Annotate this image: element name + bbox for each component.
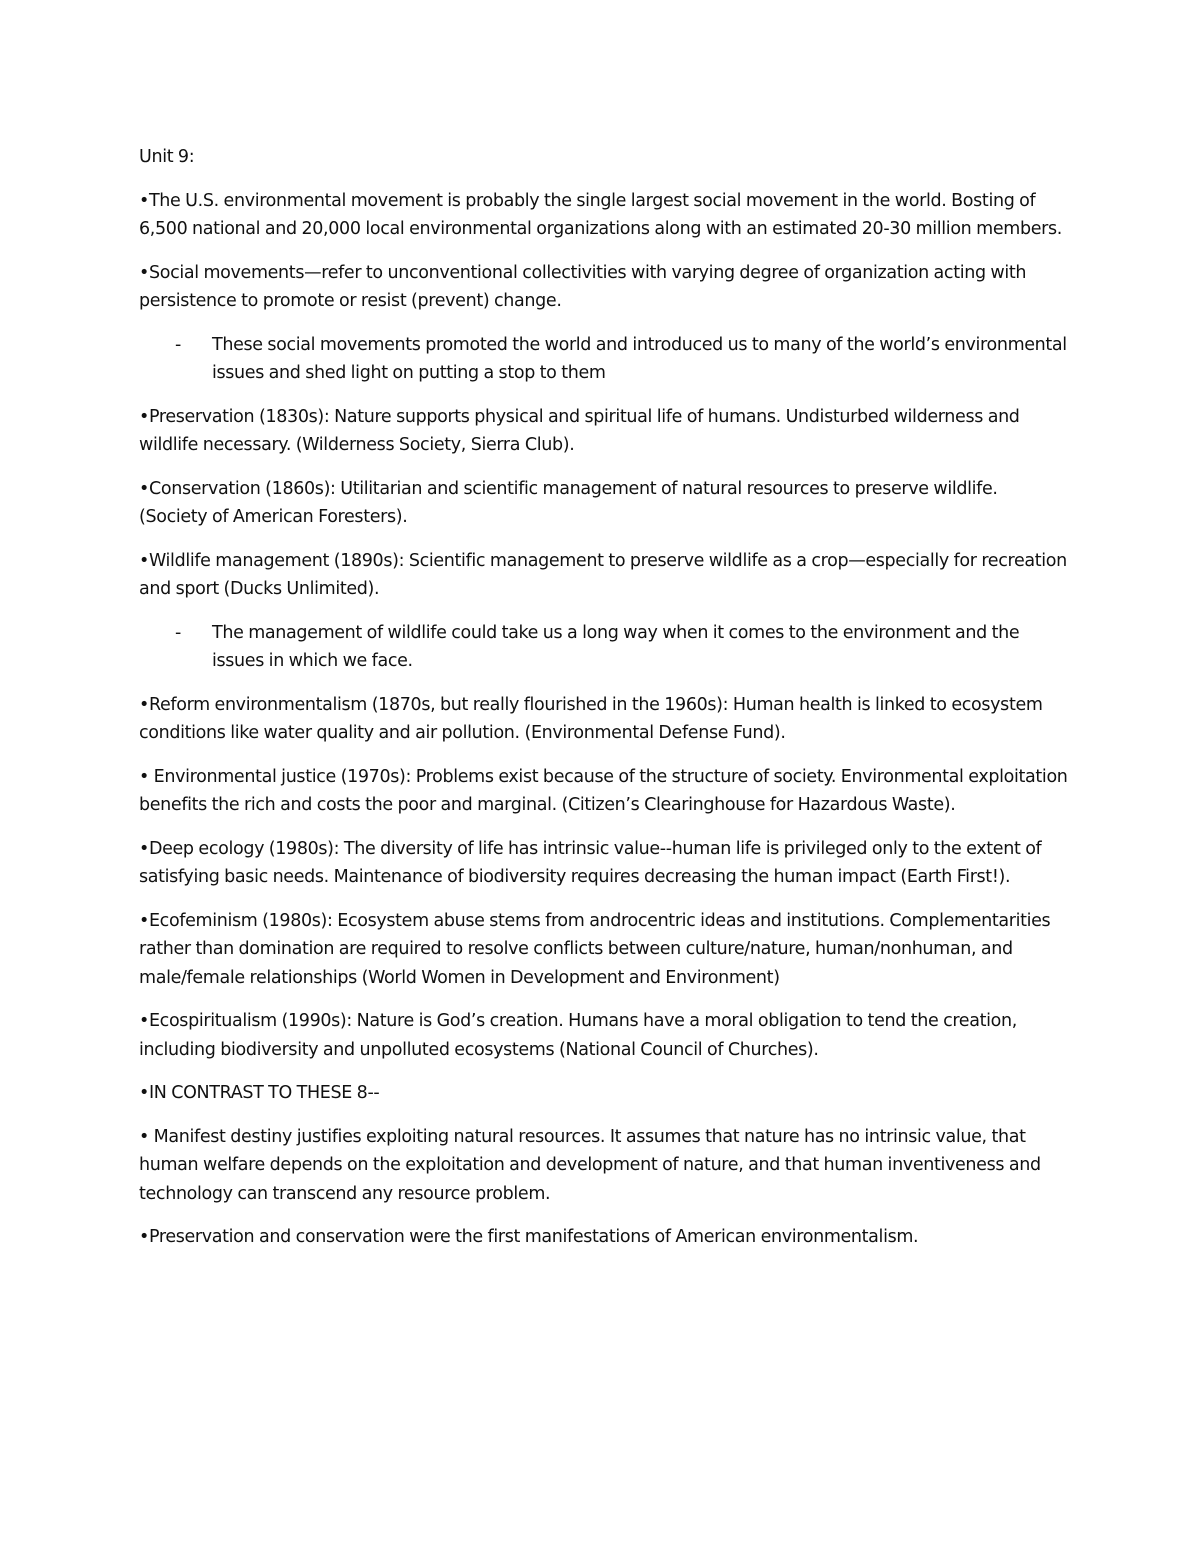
sub-bullet-social-movements (139, 331, 1069, 388)
paragraph-reform-environmentalism: •Reform environmentalism (1870s, but really flourished in the 1960s): Human health is linked to ecosystem conditions like water quality and air pollution. (Environmental Defense Fund). (139, 694, 1043, 743)
sub-bullet-text: The management of wildlife could take us a long way when it comes to the environment and the issues in which we face. (212, 622, 1020, 671)
paragraph-ecofeminism: •Ecofeminism (1980s): Ecosystem abuse stems from androcentric ideas and institutions. Complementarities rather than domination are required to resolve conflicts between culture/nature, human/nonhuman, and male/female relationships (World Women in Development and Environment) (139, 910, 1051, 988)
paragraph-wildlife-management: •Wildlife management (1890s): Scientific management to preserve wildlife as a crop—especially for recreation and sport (Ducks Unlimited). (139, 550, 1067, 599)
paragraph-conservation: •Conservation (1860s): Utilitarian and scientific management of natural resources to preserve wildlife. (Society of American Foresters). (139, 478, 998, 527)
paragraph-in-contrast: •IN CONTRAST TO THESE 8-- (139, 1083, 380, 1103)
paragraph-deep-ecology: •Deep ecology (1980s): The diversity of life has intrinsic value--human life is privileged only to the extent of satisfying basic needs. Maintenance of biodiversity requires decreasing the human impact (Earth First!). (139, 838, 1042, 887)
paragraph-preservation: •Preservation (1830s): Nature supports physical and spiritual life of humans. Undisturbed wilderness and wildlife necessary. (Wilderness Society, Sierra Club). (139, 406, 1020, 455)
document-body (139, 143, 1069, 1267)
sub-bullet-wildlife-management (139, 619, 1069, 676)
dash-marker: - (175, 334, 181, 355)
paragraph-manifest-destiny: • Manifest destiny justifies exploiting natural resources. It assumes that nature has no intrinsic value, that human welfare depends on the exploitation and development of nature, and that human inventiveness and technology can transcend any resource problem. (139, 1126, 1041, 1204)
paragraph-first-manifestations: •Preservation and conservation were the first manifestations of American environmentalism. (139, 1227, 919, 1247)
paragraph-social-movements: •Social movements—refer to unconventional collectivities with varying degree of organization acting with persistence to promote or resist (prevent) change. (139, 262, 1027, 311)
dash-marker: - (175, 622, 181, 643)
sub-bullet-text: These social movements promoted the world and introduced us to many of the world’s environmental issues and shed light on putting a stop to them (212, 334, 1067, 383)
paragraph-ecospiritualism: •Ecospiritualism (1990s): Nature is God’s creation. Humans have a moral obligation to tend the creation, including biodiversity and unpolluted ecosystems (National Council of Churches). (139, 1011, 1017, 1060)
paragraph-environmental-movement: •The U.S. environmental movement is probably the single largest social movement in the world. Bosting of 6,500 national and 20,000 local environmental organizations along with an estimated 20-30 million members. (139, 190, 1062, 239)
unit-heading: Unit 9: (139, 147, 195, 167)
paragraph-environmental-justice: • Environmental justice (1970s): Problems exist because of the structure of society. Environmental exploitation benefits the rich and costs the poor and marginal. (Citizen’s Clearinghouse for Hazardous Waste). (139, 766, 1068, 815)
